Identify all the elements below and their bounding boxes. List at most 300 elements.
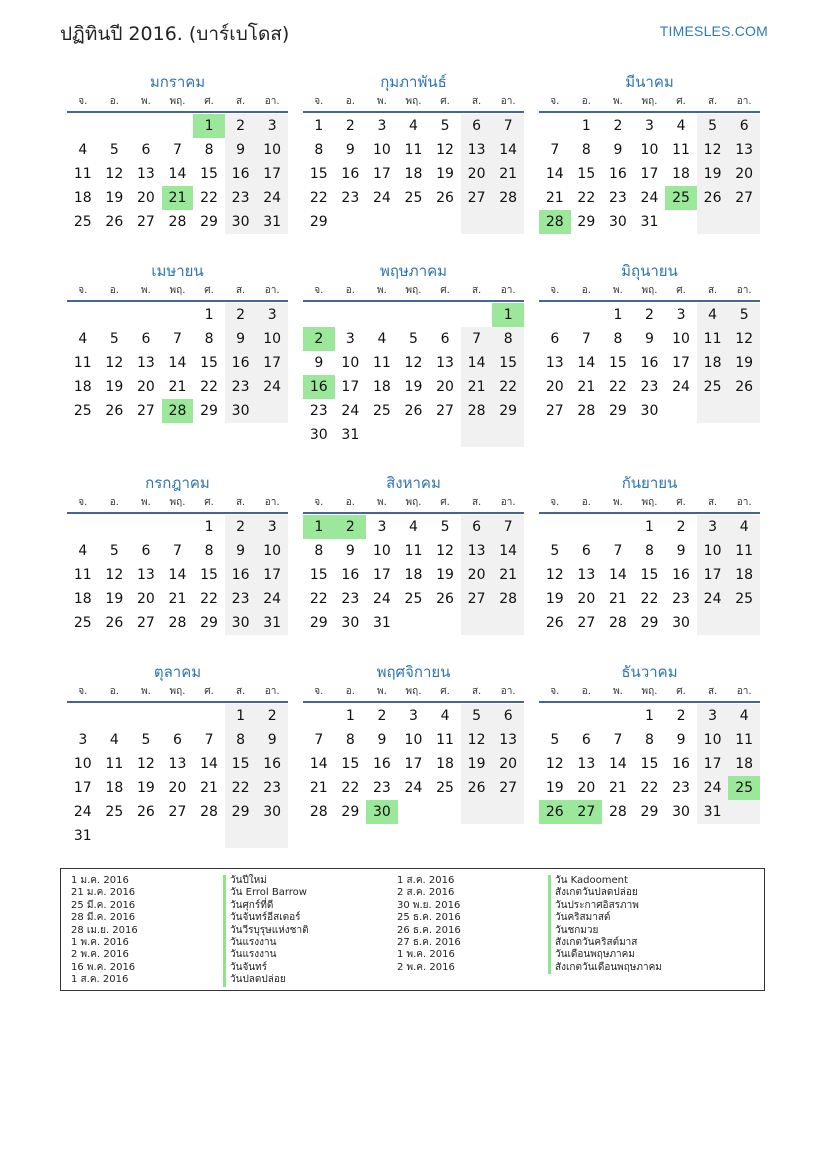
- day-cell[interactable]: 9: [676, 732, 686, 748]
- day-cell[interactable]: 25: [404, 190, 423, 206]
- day-cell[interactable]: 23: [608, 190, 627, 206]
- day-cell[interactable]: 17: [697, 752, 729, 776]
- day-cell[interactable]: 30: [309, 427, 328, 443]
- day-cell[interactable]: 18: [404, 166, 423, 182]
- day-cell[interactable]: 23: [341, 591, 360, 607]
- day-cell[interactable]: 6: [461, 515, 493, 539]
- day-cell[interactable]: 21: [461, 375, 493, 399]
- day-cell[interactable]: 11: [697, 327, 729, 351]
- day-cell[interactable]: 26: [136, 804, 155, 820]
- day-cell[interactable]: 17: [697, 563, 729, 587]
- day-cell[interactable]: 27: [461, 186, 493, 210]
- day-cell[interactable]: 1: [204, 519, 214, 535]
- day-cell[interactable]: 7: [581, 331, 591, 347]
- day-cell[interactable]: 30: [672, 615, 690, 631]
- day-cell[interactable]: 21: [200, 780, 218, 796]
- day-cell[interactable]: 23: [256, 776, 288, 800]
- day-cell[interactable]: 7: [204, 732, 214, 748]
- day-cell[interactable]: 21: [492, 563, 524, 587]
- day-cell[interactable]: 11: [728, 539, 760, 563]
- day-cell[interactable]: 21: [168, 379, 187, 395]
- day-cell[interactable]: 11: [672, 142, 690, 158]
- day-cell[interactable]: 24: [672, 379, 690, 395]
- day-cell[interactable]: 2: [225, 114, 257, 138]
- day-cell[interactable]: 19: [697, 162, 729, 186]
- day-cell[interactable]: 8: [204, 142, 214, 158]
- day-cell[interactable]: 1: [645, 519, 654, 535]
- day-cell[interactable]: 23: [225, 375, 257, 399]
- day-cell[interactable]: 25: [665, 186, 697, 210]
- day-cell[interactable]: 18: [697, 351, 729, 375]
- day-cell[interactable]: 25: [372, 403, 391, 419]
- day-cell[interactable]: 28: [608, 615, 627, 631]
- day-cell[interactable]: 20: [577, 780, 596, 796]
- day-cell[interactable]: 30: [225, 399, 257, 423]
- day-cell[interactable]: 20: [136, 190, 155, 206]
- day-cell[interactable]: 15: [492, 351, 524, 375]
- day-cell[interactable]: 3: [256, 515, 288, 539]
- day-cell[interactable]: 13: [545, 355, 564, 371]
- day-cell[interactable]: 22: [492, 375, 524, 399]
- day-cell[interactable]: 18: [73, 190, 92, 206]
- day-cell[interactable]: 26: [105, 615, 124, 631]
- day-cell[interactable]: 5: [550, 543, 560, 559]
- day-cell[interactable]: 13: [577, 567, 596, 583]
- day-cell[interactable]: 1: [581, 118, 591, 134]
- day-cell[interactable]: 17: [256, 351, 288, 375]
- day-cell[interactable]: 31: [697, 800, 729, 824]
- day-cell[interactable]: 30: [366, 800, 398, 824]
- day-cell[interactable]: 24: [697, 776, 729, 800]
- day-cell[interactable]: 10: [256, 138, 288, 162]
- day-cell[interactable]: 24: [256, 186, 288, 210]
- day-cell[interactable]: 13: [461, 138, 493, 162]
- day-cell[interactable]: 17: [256, 563, 288, 587]
- day-cell[interactable]: 12: [728, 327, 760, 351]
- day-cell[interactable]: 15: [640, 756, 659, 772]
- day-cell[interactable]: 24: [256, 587, 288, 611]
- day-cell[interactable]: 13: [461, 539, 493, 563]
- day-cell[interactable]: 23: [225, 587, 257, 611]
- day-cell[interactable]: 28: [200, 804, 218, 820]
- day-cell[interactable]: 16: [640, 355, 659, 371]
- day-cell[interactable]: 16: [672, 567, 690, 583]
- day-cell[interactable]: 3: [409, 708, 418, 724]
- day-cell[interactable]: 26: [105, 214, 124, 230]
- day-cell[interactable]: 28: [539, 210, 571, 234]
- day-cell[interactable]: 29: [200, 615, 218, 631]
- day-cell[interactable]: 27: [492, 776, 524, 800]
- day-cell[interactable]: 29: [309, 615, 328, 631]
- day-cell[interactable]: 24: [697, 587, 729, 611]
- day-cell[interactable]: 26: [105, 403, 124, 419]
- day-cell[interactable]: 3: [697, 515, 729, 539]
- day-cell[interactable]: 1: [314, 118, 324, 134]
- day-cell[interactable]: 8: [204, 331, 214, 347]
- day-cell[interactable]: 24: [73, 804, 92, 820]
- day-cell[interactable]: 10: [256, 327, 288, 351]
- day-cell[interactable]: 27: [168, 804, 187, 820]
- day-cell[interactable]: 4: [676, 118, 686, 134]
- day-cell[interactable]: 26: [436, 591, 454, 607]
- day-cell[interactable]: 17: [372, 166, 391, 182]
- day-cell[interactable]: 15: [608, 355, 627, 371]
- day-cell[interactable]: 1: [345, 708, 355, 724]
- day-cell[interactable]: 1: [613, 307, 623, 323]
- brand-logo-text[interactable]: TIMESLES.COM: [659, 23, 768, 39]
- day-cell[interactable]: 22: [200, 379, 218, 395]
- day-cell[interactable]: 10: [341, 355, 360, 371]
- day-cell[interactable]: 8: [204, 543, 214, 559]
- day-cell[interactable]: 28: [168, 615, 187, 631]
- day-cell[interactable]: 19: [436, 166, 454, 182]
- day-cell[interactable]: 16: [608, 166, 627, 182]
- day-cell[interactable]: 6: [461, 114, 493, 138]
- day-cell[interactable]: 20: [168, 780, 187, 796]
- day-cell[interactable]: 20: [577, 591, 596, 607]
- day-cell[interactable]: 11: [404, 543, 423, 559]
- day-cell[interactable]: 7: [173, 142, 182, 158]
- day-cell[interactable]: 13: [436, 355, 454, 371]
- day-cell[interactable]: 15: [225, 752, 257, 776]
- day-cell[interactable]: 5: [461, 704, 493, 728]
- day-cell[interactable]: 7: [314, 732, 324, 748]
- day-cell[interactable]: 19: [136, 780, 155, 796]
- day-cell[interactable]: 6: [492, 704, 524, 728]
- day-cell[interactable]: 11: [436, 732, 454, 748]
- day-cell[interactable]: 14: [608, 567, 627, 583]
- day-cell[interactable]: 24: [341, 403, 360, 419]
- day-cell[interactable]: 14: [168, 355, 187, 371]
- day-cell[interactable]: 26: [545, 615, 564, 631]
- day-cell[interactable]: 19: [404, 379, 423, 395]
- day-cell[interactable]: 7: [550, 142, 560, 158]
- day-cell[interactable]: 6: [141, 543, 151, 559]
- day-cell[interactable]: 10: [372, 142, 391, 158]
- day-cell[interactable]: 5: [109, 142, 119, 158]
- day-cell[interactable]: 2: [335, 515, 367, 539]
- day-cell[interactable]: 30: [341, 615, 360, 631]
- day-cell[interactable]: 13: [136, 355, 155, 371]
- day-cell[interactable]: 13: [168, 756, 187, 772]
- day-cell[interactable]: 19: [436, 567, 454, 583]
- day-cell[interactable]: 6: [141, 331, 151, 347]
- day-cell[interactable]: 12: [105, 567, 124, 583]
- day-cell[interactable]: 6: [581, 732, 591, 748]
- day-cell[interactable]: 11: [728, 728, 760, 752]
- day-cell[interactable]: 13: [577, 756, 596, 772]
- day-cell[interactable]: 20: [545, 379, 564, 395]
- day-cell[interactable]: 21: [608, 780, 627, 796]
- day-cell[interactable]: 26: [461, 776, 493, 800]
- day-cell[interactable]: 12: [697, 138, 729, 162]
- day-cell[interactable]: 28: [492, 186, 524, 210]
- day-cell[interactable]: 27: [545, 403, 564, 419]
- day-cell[interactable]: 21: [492, 162, 524, 186]
- day-cell[interactable]: 1: [193, 114, 225, 138]
- day-cell[interactable]: 20: [492, 752, 524, 776]
- day-cell[interactable]: 25: [73, 615, 92, 631]
- day-cell[interactable]: 5: [109, 331, 119, 347]
- day-cell[interactable]: 22: [608, 379, 627, 395]
- day-cell[interactable]: 4: [728, 704, 760, 728]
- day-cell[interactable]: 18: [728, 752, 760, 776]
- day-cell[interactable]: 16: [341, 567, 360, 583]
- day-cell[interactable]: 29: [200, 403, 218, 419]
- day-cell[interactable]: 17: [672, 355, 690, 371]
- day-cell[interactable]: 5: [109, 543, 119, 559]
- day-cell[interactable]: 10: [404, 732, 423, 748]
- day-cell[interactable]: 17: [73, 780, 92, 796]
- day-cell[interactable]: 14: [492, 539, 524, 563]
- day-cell[interactable]: 5: [697, 114, 729, 138]
- day-cell[interactable]: 29: [200, 214, 218, 230]
- day-cell[interactable]: 10: [640, 142, 659, 158]
- day-cell[interactable]: 26: [697, 186, 729, 210]
- day-cell[interactable]: 4: [377, 331, 387, 347]
- day-cell[interactable]: 30: [640, 403, 659, 419]
- day-cell[interactable]: 5: [728, 303, 760, 327]
- day-cell[interactable]: 11: [73, 166, 92, 182]
- day-cell[interactable]: 5: [440, 118, 450, 134]
- day-cell[interactable]: 2: [613, 118, 623, 134]
- day-cell[interactable]: 14: [492, 138, 524, 162]
- day-cell[interactable]: 26: [539, 800, 571, 824]
- day-cell[interactable]: 22: [200, 190, 218, 206]
- day-cell[interactable]: 16: [225, 351, 257, 375]
- day-cell[interactable]: 22: [309, 190, 328, 206]
- day-cell[interactable]: 5: [440, 519, 450, 535]
- day-cell[interactable]: 2: [225, 515, 257, 539]
- day-cell[interactable]: 19: [461, 752, 493, 776]
- day-cell[interactable]: 30: [225, 611, 257, 635]
- day-cell[interactable]: 9: [645, 331, 654, 347]
- day-cell[interactable]: 25: [404, 591, 423, 607]
- day-cell[interactable]: 6: [550, 331, 560, 347]
- day-cell[interactable]: 9: [225, 138, 257, 162]
- day-cell[interactable]: 14: [309, 756, 328, 772]
- day-cell[interactable]: 16: [303, 375, 335, 399]
- day-cell[interactable]: 28: [608, 804, 627, 820]
- day-cell[interactable]: 7: [492, 114, 524, 138]
- day-cell[interactable]: 31: [73, 828, 92, 844]
- day-cell[interactable]: 15: [309, 567, 328, 583]
- day-cell[interactable]: 21: [577, 379, 596, 395]
- day-cell[interactable]: 4: [440, 708, 450, 724]
- day-cell[interactable]: 23: [309, 403, 328, 419]
- day-cell[interactable]: 18: [372, 379, 391, 395]
- day-cell[interactable]: 3: [345, 331, 355, 347]
- day-cell[interactable]: 16: [225, 162, 257, 186]
- day-cell[interactable]: 18: [73, 379, 92, 395]
- day-cell[interactable]: 7: [173, 543, 182, 559]
- day-cell[interactable]: 28: [461, 399, 493, 423]
- day-cell[interactable]: 16: [372, 756, 391, 772]
- day-cell[interactable]: 9: [225, 327, 257, 351]
- day-cell[interactable]: 23: [225, 186, 257, 210]
- day-cell[interactable]: 12: [461, 728, 493, 752]
- day-cell[interactable]: 12: [545, 756, 564, 772]
- day-cell[interactable]: 19: [545, 591, 564, 607]
- day-cell[interactable]: 29: [577, 214, 596, 230]
- day-cell[interactable]: 27: [577, 615, 596, 631]
- day-cell[interactable]: 8: [492, 327, 524, 351]
- day-cell[interactable]: 23: [372, 780, 391, 796]
- day-cell[interactable]: 19: [105, 379, 124, 395]
- day-cell[interactable]: 13: [728, 138, 760, 162]
- day-cell[interactable]: 13: [492, 728, 524, 752]
- day-cell[interactable]: 21: [608, 591, 627, 607]
- day-cell[interactable]: 29: [309, 214, 328, 230]
- day-cell[interactable]: 16: [672, 756, 690, 772]
- day-cell[interactable]: 3: [676, 307, 686, 323]
- day-cell[interactable]: 3: [256, 303, 288, 327]
- day-cell[interactable]: 7: [492, 515, 524, 539]
- day-cell[interactable]: 20: [436, 379, 454, 395]
- day-cell[interactable]: 12: [404, 355, 423, 371]
- day-cell[interactable]: 29: [640, 615, 659, 631]
- day-cell[interactable]: 15: [200, 567, 218, 583]
- day-cell[interactable]: 22: [225, 776, 257, 800]
- day-cell[interactable]: 20: [728, 162, 760, 186]
- day-cell[interactable]: 11: [73, 355, 92, 371]
- day-cell[interactable]: 30: [225, 210, 257, 234]
- day-cell[interactable]: 9: [377, 732, 387, 748]
- day-cell[interactable]: 16: [225, 563, 257, 587]
- day-cell[interactable]: 29: [341, 804, 360, 820]
- day-cell[interactable]: 29: [225, 800, 257, 824]
- day-cell[interactable]: 8: [645, 543, 654, 559]
- day-cell[interactable]: 25: [73, 214, 92, 230]
- day-cell[interactable]: 1: [645, 708, 654, 724]
- day-cell[interactable]: 8: [613, 331, 623, 347]
- day-cell[interactable]: 19: [105, 190, 124, 206]
- day-cell[interactable]: 31: [256, 210, 288, 234]
- day-cell[interactable]: 23: [640, 379, 659, 395]
- day-cell[interactable]: 2: [256, 704, 288, 728]
- day-cell[interactable]: 27: [461, 587, 493, 611]
- day-cell[interactable]: 21: [162, 186, 194, 210]
- day-cell[interactable]: 2: [645, 307, 654, 323]
- day-cell[interactable]: 19: [728, 351, 760, 375]
- day-cell[interactable]: 13: [136, 567, 155, 583]
- day-cell[interactable]: 27: [136, 615, 155, 631]
- day-cell[interactable]: 25: [728, 587, 760, 611]
- day-cell[interactable]: 2: [345, 118, 355, 134]
- day-cell[interactable]: 17: [256, 162, 288, 186]
- day-cell[interactable]: 13: [136, 166, 155, 182]
- day-cell[interactable]: 4: [78, 331, 88, 347]
- day-cell[interactable]: 20: [461, 563, 493, 587]
- day-cell[interactable]: 17: [341, 379, 360, 395]
- day-cell[interactable]: 9: [256, 728, 288, 752]
- day-cell[interactable]: 4: [78, 142, 88, 158]
- day-cell[interactable]: 23: [672, 591, 690, 607]
- day-cell[interactable]: 20: [136, 379, 155, 395]
- day-cell[interactable]: 10: [697, 539, 729, 563]
- day-cell[interactable]: 9: [676, 543, 686, 559]
- day-cell[interactable]: 4: [109, 732, 119, 748]
- day-cell[interactable]: 1: [492, 303, 524, 327]
- day-cell[interactable]: 7: [461, 327, 493, 351]
- day-cell[interactable]: 25: [105, 804, 124, 820]
- day-cell[interactable]: 14: [168, 567, 187, 583]
- day-cell[interactable]: 6: [141, 142, 151, 158]
- day-cell[interactable]: 2: [676, 708, 686, 724]
- day-cell[interactable]: 5: [409, 331, 418, 347]
- day-cell[interactable]: 17: [372, 567, 391, 583]
- day-cell[interactable]: 31: [372, 615, 391, 631]
- day-cell[interactable]: 9: [613, 142, 623, 158]
- day-cell[interactable]: 14: [608, 756, 627, 772]
- day-cell[interactable]: 30: [256, 800, 288, 824]
- day-cell[interactable]: 3: [78, 732, 88, 748]
- day-cell[interactable]: 21: [309, 780, 328, 796]
- day-cell[interactable]: 4: [697, 303, 729, 327]
- day-cell[interactable]: 24: [372, 190, 391, 206]
- day-cell[interactable]: 1: [225, 704, 257, 728]
- day-cell[interactable]: 28: [168, 214, 187, 230]
- day-cell[interactable]: 10: [256, 539, 288, 563]
- day-cell[interactable]: 3: [256, 114, 288, 138]
- day-cell[interactable]: 27: [136, 403, 155, 419]
- day-cell[interactable]: 28: [577, 403, 596, 419]
- day-cell[interactable]: 30: [608, 214, 627, 230]
- day-cell[interactable]: 9: [345, 142, 355, 158]
- day-cell[interactable]: 25: [728, 776, 760, 800]
- day-cell[interactable]: 27: [136, 214, 155, 230]
- day-cell[interactable]: 17: [640, 166, 659, 182]
- day-cell[interactable]: 30: [672, 804, 690, 820]
- day-cell[interactable]: 27: [571, 800, 603, 824]
- day-cell[interactable]: 29: [608, 403, 627, 419]
- day-cell[interactable]: 21: [545, 190, 564, 206]
- day-cell[interactable]: 20: [136, 591, 155, 607]
- day-cell[interactable]: 9: [345, 543, 355, 559]
- day-cell[interactable]: 26: [728, 375, 760, 399]
- day-cell[interactable]: 15: [577, 166, 596, 182]
- day-cell[interactable]: 31: [256, 611, 288, 635]
- day-cell[interactable]: 8: [314, 543, 324, 559]
- day-cell[interactable]: 1: [204, 307, 214, 323]
- day-cell[interactable]: 14: [545, 166, 564, 182]
- day-cell[interactable]: 24: [404, 780, 423, 796]
- day-cell[interactable]: 25: [73, 403, 92, 419]
- day-cell[interactable]: 15: [640, 567, 659, 583]
- day-cell[interactable]: 14: [577, 355, 596, 371]
- day-cell[interactable]: 9: [225, 539, 257, 563]
- day-cell[interactable]: 10: [672, 331, 690, 347]
- day-cell[interactable]: 6: [440, 331, 450, 347]
- day-cell[interactable]: 21: [168, 591, 187, 607]
- day-cell[interactable]: 8: [314, 142, 324, 158]
- day-cell[interactable]: 22: [309, 591, 328, 607]
- day-cell[interactable]: 5: [141, 732, 151, 748]
- day-cell[interactable]: 23: [672, 780, 690, 796]
- day-cell[interactable]: 12: [105, 166, 124, 182]
- day-cell[interactable]: 28: [309, 804, 328, 820]
- day-cell[interactable]: 11: [73, 567, 92, 583]
- day-cell[interactable]: 28: [492, 587, 524, 611]
- day-cell[interactable]: 24: [372, 591, 391, 607]
- day-cell[interactable]: 27: [436, 403, 454, 419]
- day-cell[interactable]: 1: [303, 515, 335, 539]
- day-cell[interactable]: 29: [492, 399, 524, 423]
- day-cell[interactable]: 10: [372, 543, 391, 559]
- day-cell[interactable]: 11: [105, 756, 124, 772]
- day-cell[interactable]: 14: [200, 756, 218, 772]
- day-cell[interactable]: 15: [341, 756, 360, 772]
